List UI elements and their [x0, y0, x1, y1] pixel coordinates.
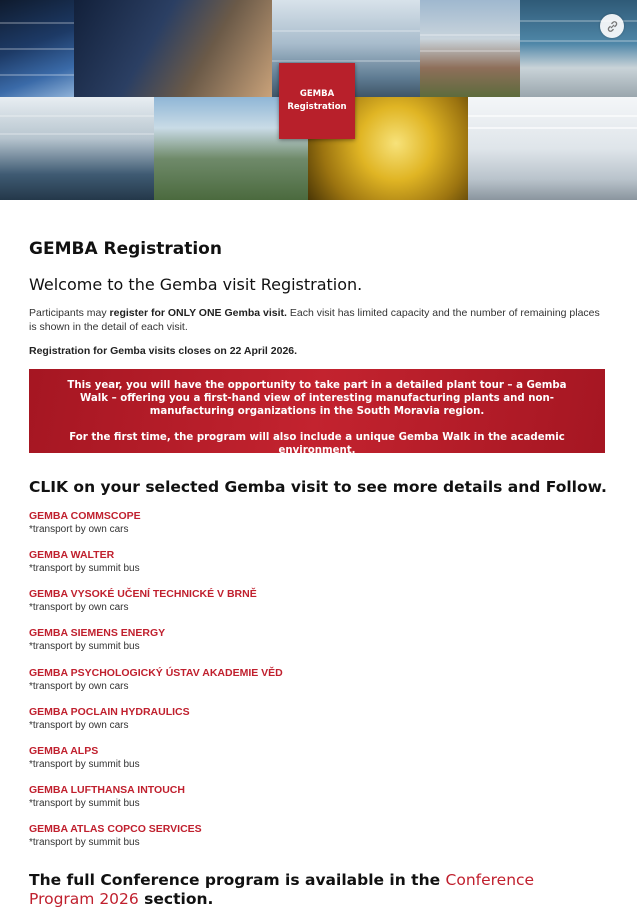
list-item — [29, 822, 202, 850]
transport-note: *transport by summit bus — [29, 641, 140, 652]
registration-closes: Registration for Gemba visits closes on 22 April 2026. — [29, 345, 298, 357]
info-banner — [29, 369, 605, 456]
list-item — [29, 626, 165, 654]
intro-text-rest: Each visit has limited capacity and the number of remaining places is shown in the detail of each visit. — [29, 307, 600, 333]
list-item — [29, 783, 185, 811]
transport-note: *transport by own cars — [29, 602, 129, 613]
transport-note: *transport by summit bus — [29, 563, 140, 574]
gemba-registration-badge — [279, 63, 355, 139]
list-item — [29, 548, 140, 576]
conference-program-link[interactable]: Conference Program 2026 — [29, 871, 535, 908]
conference-program-note — [29, 871, 589, 909]
page-title: GEMBA Registration — [29, 239, 222, 259]
transport-note: *transport by summit bus — [29, 798, 140, 809]
transport-note: *transport by own cars — [29, 681, 129, 692]
photo-warehouse — [520, 0, 637, 97]
link-icon — [606, 20, 619, 33]
visit-link[interactable]: GEMBA SIEMENS ENERGY — [29, 627, 166, 639]
list-item — [29, 744, 140, 772]
photo-office-worker — [74, 0, 272, 97]
hero-collage — [0, 0, 637, 200]
list-item — [29, 666, 283, 694]
visit-link[interactable]: GEMBA VYSOKÉ UČENÍ TECHNICKÉ V BRNĚ — [29, 588, 257, 600]
visit-link[interactable]: GEMBA LUFTHANSA INTOUCH — [29, 784, 185, 796]
visit-link[interactable]: GEMBA ATLAS COPCO SERVICES — [29, 823, 202, 835]
photo-office-building — [0, 0, 74, 97]
visit-link[interactable]: GEMBA WALTER — [29, 549, 115, 561]
photo-lab-classroom — [0, 97, 154, 200]
photo-cleanroom — [468, 97, 637, 200]
badge-line1: GEMBA — [299, 89, 335, 99]
list-item — [29, 509, 141, 537]
intro-text: Participants may — [29, 307, 110, 319]
copy-link-button[interactable] — [600, 14, 624, 38]
photo-building-exterior — [420, 0, 520, 97]
badge-line2: Registration — [287, 102, 347, 112]
footer-text: The full Conference program is available in the — [29, 871, 446, 889]
banner-paragraph-2: For the first time, the program will also include a unique Gemba Walk in the academic environment. — [69, 432, 565, 456]
welcome-heading: Welcome to the Gemba visit Registration. — [29, 275, 363, 294]
transport-note: *transport by summit bus — [29, 837, 140, 848]
transport-note: *transport by own cars — [29, 720, 129, 731]
visit-link[interactable]: GEMBA COMMSCOPE — [29, 510, 141, 522]
intro-bold-text: register for ONLY ONE Gemba visit. — [109, 307, 287, 319]
banner-paragraph-1: This year, you will have the opportunity to take part in a detailed plant tour – a Gemba Walk – offering you a first-hand view of interesting manufacturing plants and non-manufacturing organizations in the South Moravia region. — [67, 380, 567, 417]
list-item — [29, 587, 257, 615]
visit-link[interactable]: GEMBA ALPS — [29, 745, 99, 757]
intro-paragraph — [29, 306, 604, 334]
visit-link[interactable]: GEMBA PSYCHOLOGICKÝ ÚSTAV AKADEMIE VĚD — [29, 667, 283, 679]
list-item — [29, 705, 190, 733]
visit-link[interactable]: GEMBA POCLAIN HYDRAULICS — [29, 706, 190, 718]
transport-note: *transport by own cars — [29, 524, 129, 535]
visits-heading: CLIK on your selected Gemba visit to see more details and Follow. — [29, 478, 607, 496]
transport-note: *transport by summit bus — [29, 759, 140, 770]
footer-text-end: section. — [138, 890, 214, 908]
